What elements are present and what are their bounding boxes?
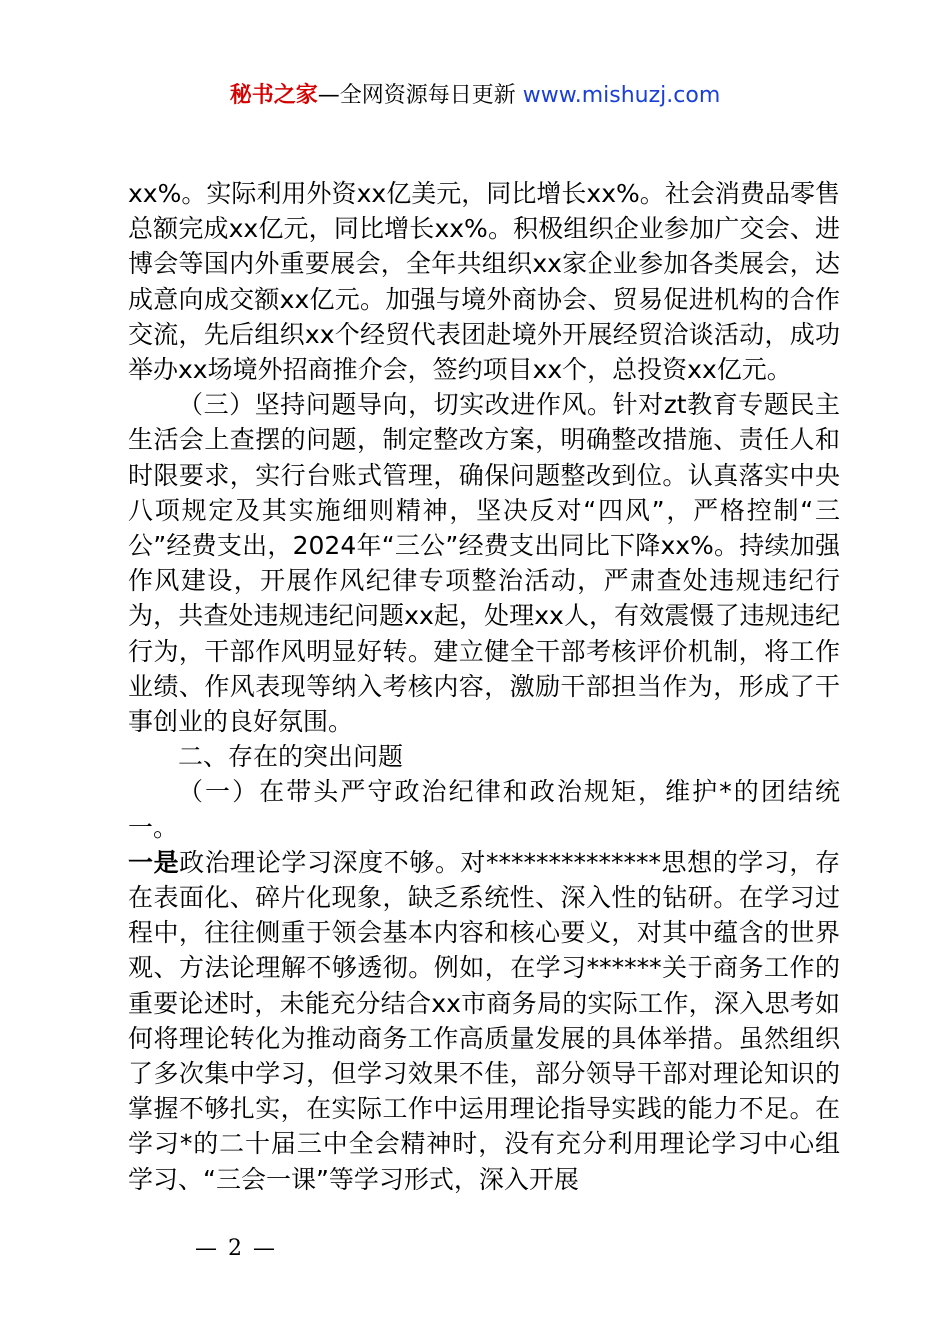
document-body (128, 176, 840, 1197)
subsection-heading: （一）在带头严守政治纪律和政治规矩，维护*的团结统一。 (128, 777, 840, 842)
paragraph-point-one (128, 845, 840, 1197)
site-header (0, 80, 950, 112)
site-brand: 秘书之家 (229, 83, 318, 108)
point-lead: 一是 (128, 847, 180, 877)
section-heading: 二、存在的突出问题 (178, 742, 404, 772)
site-tagline: —全网资源每日更新 (317, 83, 523, 108)
point-text: 政治理论学习深度不够。对**************思想的学习，存在表面化、碎片化现象，缺乏系统性、深入性的钻研。在学习过程中，往往侧重于领会基本内容和核心要义，对其中蕴含的世界观、方法论理解不够透彻。例如，在学习******关于商务工作的重要论述时，未能充分结合xx市商务局的实际工作，深入思考如何将理论转化为推动商务工作高质量发展的具体举措。虽然组织了多次集中学习，但学习效果不佳，部分领导干部对理论知识的掌握不够扎实，在实际工作中运用理论指导实践的能力不足。在学习*的二十届三中全会精神时，没有充分利用理论学习中心组学习、“三会一课”等学习形式，深入开展 (128, 847, 840, 1194)
site-url-link[interactable]: www.mishuzj.com (522, 83, 721, 108)
paragraph-continuation: xx%。实际利用外资xx亿美元，同比增长xx%。社会消费品零售总额完成xx亿元，同比增长xx%。积极组织企业参加广交会、进博会等国内外重要展会，全年共组织xx家企业参加各类展会，达成意向成交额xx亿元。加强与境外商协会、贸易促进机构的合作交流，先后组织xx个经贸代表团赴境外开展经贸洽谈活动，成功举办xx场境外招商推介会，签约项目xx个，总投资xx亿元。 (128, 179, 840, 385)
page-number: — 2 — (195, 1236, 277, 1261)
paragraph-section-three: （三）坚持问题导向，切实改进作风。针对zt教育专题民主生活会上查摆的问题，制定整改方案，明确整改措施、责任人和时限要求，实行台账式管理，确保问题整改到位。认真落实中央八项规定及其实施细则精神，坚决反对“四风”，严格控制“三公”经费支出，2024年“三公”经费支出同比下降xx%。持续加强作风建设，开展作风纪律专项整治活动，严肃查处违规违纪行为，共查处违规违纪问题xx起，处理xx人，有效震慑了违规违纪行为，干部作风明显好转。建立健全干部考核评价机制，将工作业绩、作风表现等纳入考核内容，激励干部担当作为，形成了干事创业的良好氛围。 (128, 390, 840, 737)
